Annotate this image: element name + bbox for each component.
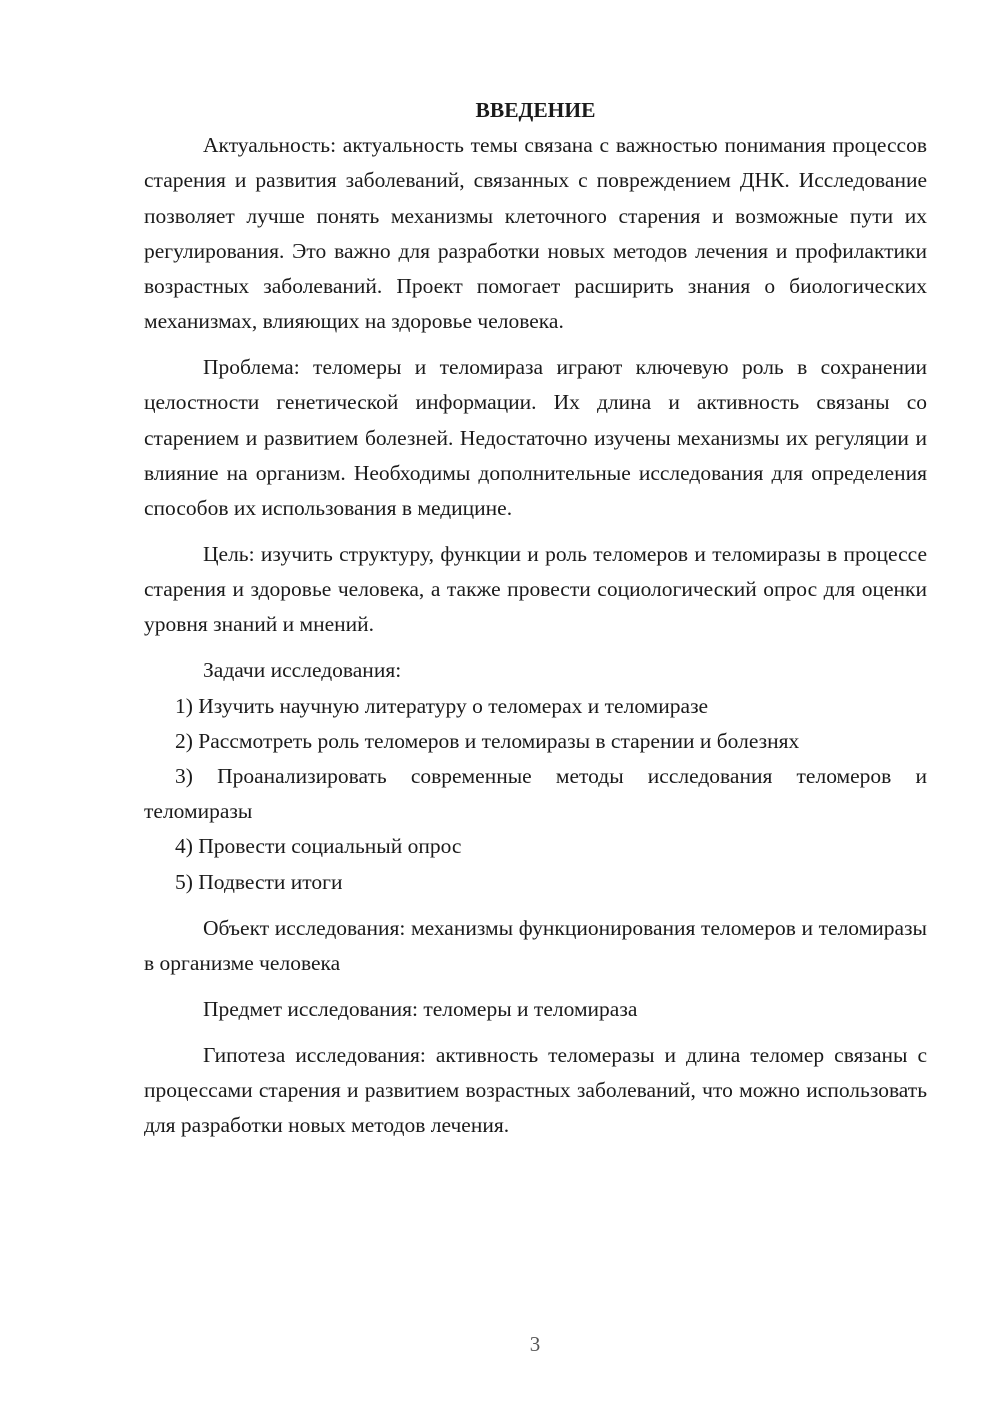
page-title: ВВЕДЕНИЕ (475, 98, 596, 122)
list-item: 1) Изучить научную литературу о теломерах и теломиразе (175, 693, 709, 718)
subject-paragraph: Предмет исследования: теломеры и теломираза (203, 996, 638, 1021)
list-item: 3) Проанализировать современные методы исследования теломеров и теломиразы (144, 764, 927, 824)
relevance-paragraph: Актуальность: актуальность темы связана с важностью понимания процессов старения и развития заболеваний, связанных с повреждением ДНК. Исследование позволяет лучше понять механизмы клеточного старения и возможные пути их регулирования. Это важно для разработки новых методов лечения и профилактики возрастных заболеваний. Проект помогает расширить знания о биологических механизмах, влияющих на здоровье человека. (144, 133, 927, 334)
problem-paragraph: Проблема: теломеры и теломираза играют ключевую роль в сохранении целостности генетической информации. Их длина и активность связаны со старением и развитием болезней. Недостаточно изучены механизмы их регуляции и влияние на организм. Необходимы дополнительные исследования для определения способов их использования в медицине. (144, 355, 927, 521)
list-item: 2) Рассмотреть роль теломеров и теломиразы в старении и болезнях (175, 728, 800, 753)
tasks-heading: Задачи исследования: (203, 658, 402, 683)
list-item: 4) Провести социальный опрос (175, 834, 462, 859)
object-paragraph: Объект исследования: механизмы функционирования теломеров и теломиразы в организме человека (144, 915, 927, 975)
hypothesis-paragraph: Гипотеза исследования: активность теломеразы и длина теломер связаны с процессами старения и развитием возрастных заболеваний, что можно использовать для разработки новых методов лечения. (144, 1042, 927, 1138)
document-page (144, 88, 927, 1143)
list-item: 5) Подвести итоги (175, 869, 343, 894)
goal-paragraph: Цель: изучить структуру, функции и роль теломеров и теломиразы в процессе старения и здоровье человека, а также провести социологический опрос для оценки уровня знаний и мнений. (144, 542, 927, 637)
page-number: 3 (529, 1332, 541, 1356)
